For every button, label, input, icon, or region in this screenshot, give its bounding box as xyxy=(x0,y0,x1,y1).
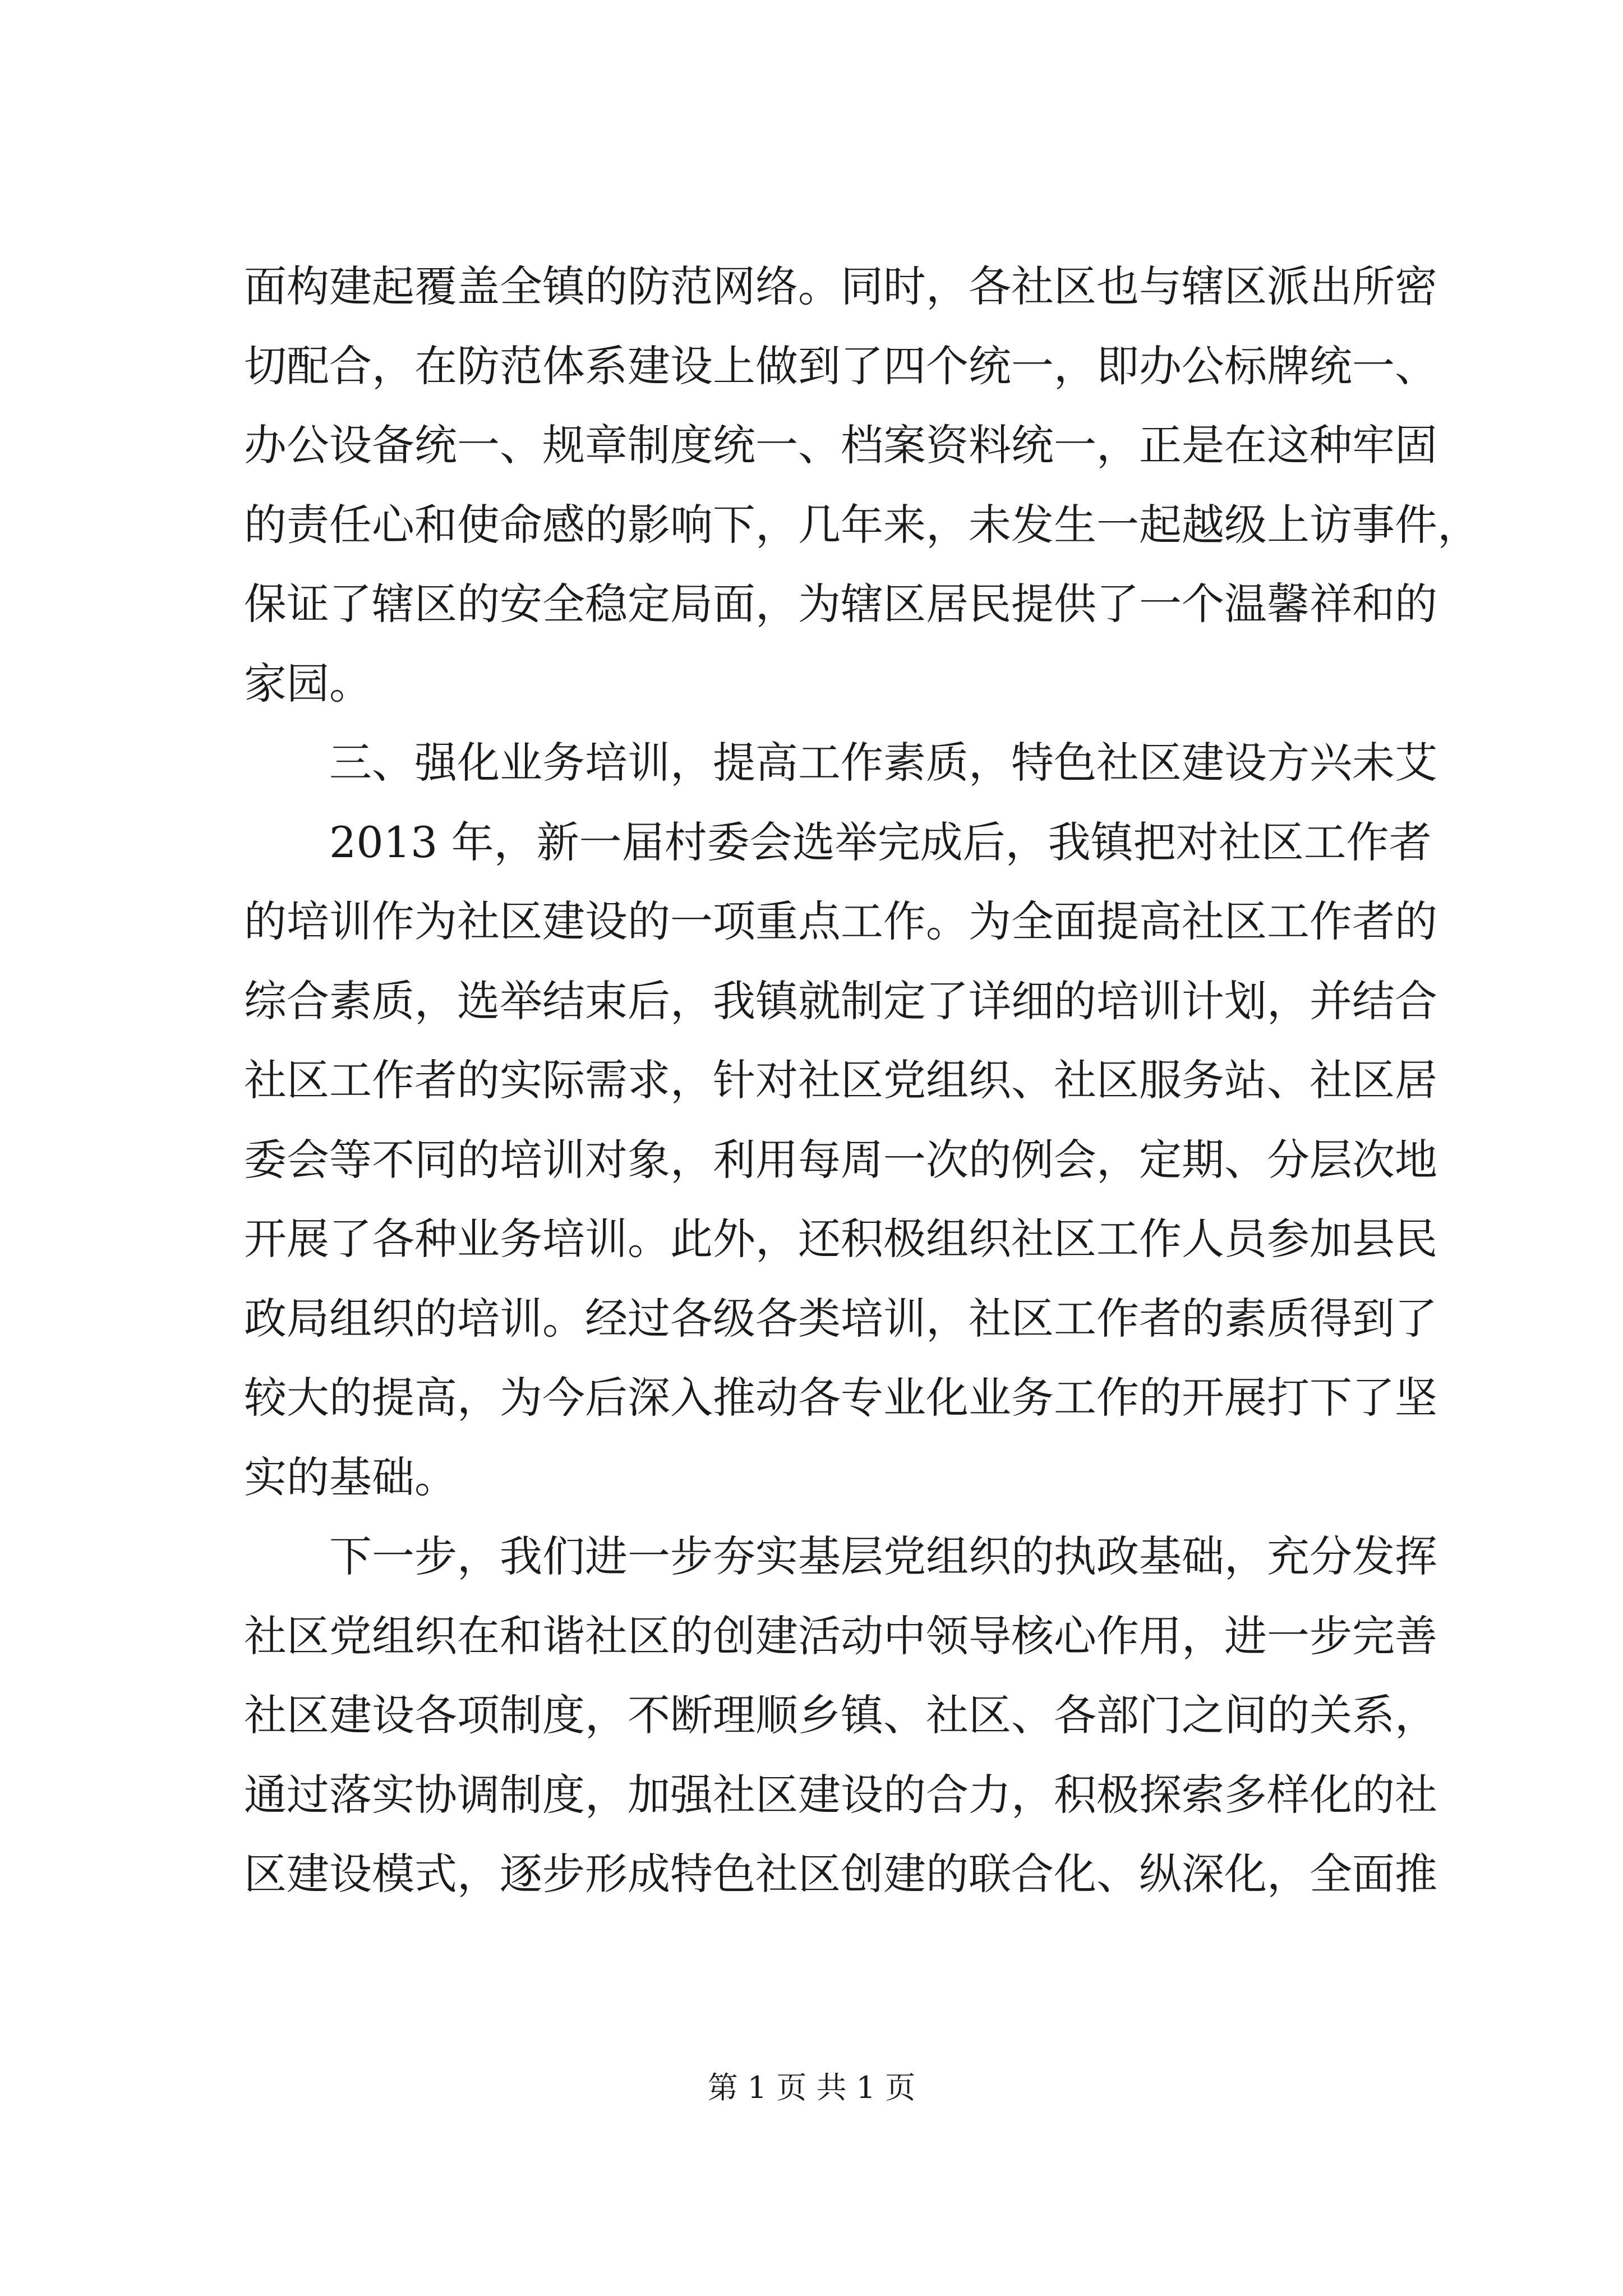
text-line: 委会等不同的培训对象，利用每周一次的例会，定期、分层次地 xyxy=(244,1134,1437,1185)
text-line: 社区建设各项制度，不断理顺乡镇、社区、各部门之间的关系， xyxy=(244,1690,1437,1740)
text-line: 实的基础。 xyxy=(244,1452,457,1502)
text-line: 办公设备统一、规章制度统一、档案资料统一，正是在这种牢固 xyxy=(244,420,1437,470)
text-line: 家园。 xyxy=(244,658,372,708)
text-line: 切配合，在防范体系建设上做到了四个统一，即办公标牌统一、 xyxy=(244,341,1437,391)
text-line: 政局组织的培训。经过各级各类培训，社区工作者的素质得到了 xyxy=(244,1293,1437,1343)
text-line: 社区工作者的实际需求，针对社区党组织、社区服务站、社区居 xyxy=(244,1055,1437,1105)
page-footer: 第 1 页 共 1 页 xyxy=(707,2070,916,2105)
text-line: 较大的提高，为今后深入推动各专业化业务工作的开展打下了坚 xyxy=(244,1373,1437,1423)
text-line: 2013 年，新一届村委会选举完成后，我镇把对社区工作者 xyxy=(329,817,1432,867)
text-line: 面构建起覆盖全镇的防范网络。同时，各社区也与辖区派出所密 xyxy=(244,261,1437,311)
text-line: 社区党组织在和谐社区的创建活动中领导核心作用，进一步完善 xyxy=(244,1611,1437,1661)
text-line: 下一步，我们进一步夯实基层党组织的执政基础，充分发挥 xyxy=(329,1531,1437,1581)
text-line: 保证了辖区的安全稳定局面，为辖区居民提供了一个温馨祥和的 xyxy=(244,579,1437,629)
document-body xyxy=(244,247,1480,1914)
text-line: 通过落实协调制度，加强社区建设的合力，积极探索多样化的社 xyxy=(244,1769,1437,1820)
text-line: 的责任心和使命感的影响下，几年来，未发生一起越级上访事件， xyxy=(244,499,1480,550)
text-line: 区建设模式，逐步形成特色社区创建的联合化、纵深化，全面推 xyxy=(244,1849,1437,1899)
section-heading: 三、强化业务培训，提高工作素质，特色社区建设方兴未艾 xyxy=(329,738,1437,788)
text-line: 综合素质，选举结束后，我镇就制定了详细的培训计划，并结合 xyxy=(244,976,1437,1026)
text-line: 的培训作为社区建设的一项重点工作。为全面提高社区工作者的 xyxy=(244,896,1437,946)
text-line: 开展了各种业务培训。此外，还积极组织社区工作人员参加县民 xyxy=(244,1214,1437,1264)
